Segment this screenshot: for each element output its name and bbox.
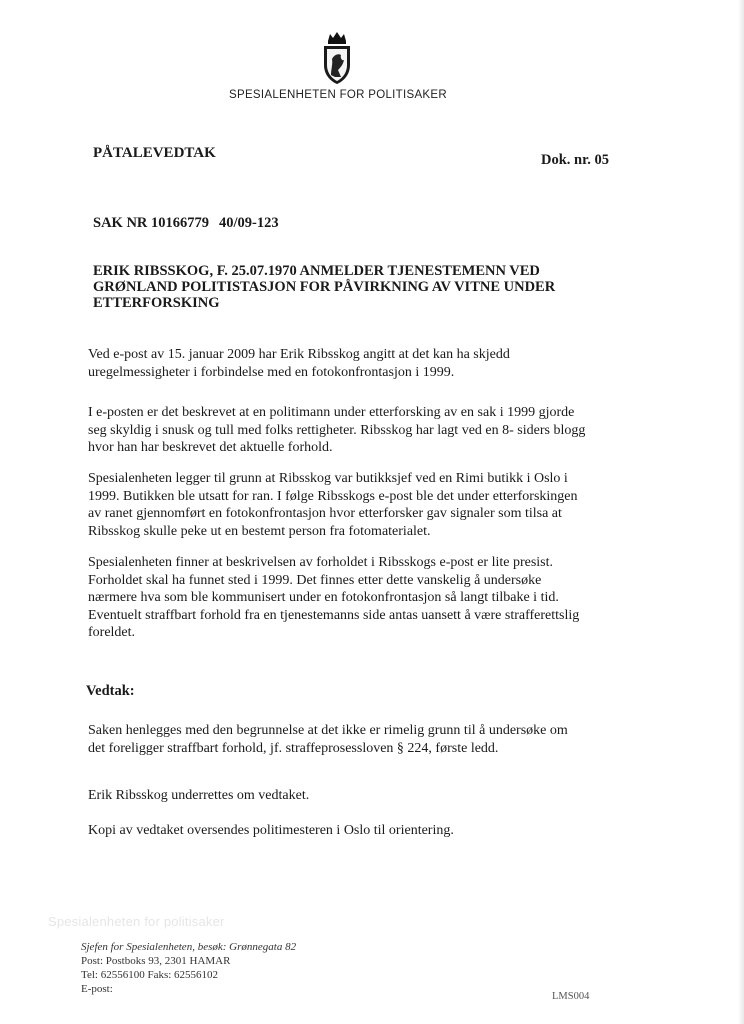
text-line: Saken henlegges med den begrunnelse at det ikke er rimelig grunn til å undersøke om [88,723,568,738]
text-line: 1999. Butikken ble utsatt for ran. I følge Ribsskogs e-post ble det under etterforskingen [88,488,578,504]
text-line: det foreligger straffbart forhold, jf. straffeprosessloven § 224, første ledd. [88,740,499,756]
notification-text [88,787,608,805]
paragraph-email-content [88,404,608,457]
text-line: hvor han har beskrevet det aktuelle forhold. [88,440,333,455]
footer-office: Sjefen for Spesialenheten, besøk: Grønnegata 82 [81,941,297,953]
agency-name: SPESIALENHETEN FOR POLITISAKER [229,89,447,101]
decision-text [88,722,608,757]
footer-post: Post: Postboks 93, 2301 HAMAR [81,955,231,967]
text-line: av ranet gjennomført en fotokonfrontasjon hvor etterforsker gav signaler som tilsa at [88,506,562,521]
text-line: Ved e-post av 15. januar 2009 har Erik Ribsskog angitt at det kan ha skjedd [88,347,510,362]
text-line: Kopi av vedtaket oversendes politimesteren i Oslo til orientering. [88,823,454,838]
document-number: Dok. nr. 05 [541,152,609,168]
text-line: I e-posten er det beskrevet at en politimann under etterforsking av en sak i 1999 gjorde [88,405,575,420]
footer-watermark: Spesialenheten for politisaker [48,914,225,929]
case-title [93,263,593,311]
footer-email: E-post: [81,983,113,995]
page-edge-shadow [738,0,744,1024]
case-title-line: ETTERFORSKING [93,295,220,311]
footer-contact [81,940,296,996]
text-line: foreldet. [88,625,136,640]
text-line: Spesialenheten finner at beskrivelsen av forholdet i Ribsskogs e-post er lite presist. [88,555,554,570]
text-line: Spesialenheten legger til grunn at Ribsskog var butikksjef ved en Rimi butikk i Oslo i [88,471,568,486]
case-reference: 40/09-123 [219,215,279,231]
paragraph-assessment [88,554,608,642]
text-line: Erik Ribsskog underrettes om vedtaket. [88,788,310,803]
case-title-line: GRØNLAND POLITISTASJON FOR PÅVIRKNING AV VITNE UNDER [93,279,556,295]
text-line: seg skyldig i snusk og tull med folks rettigheter. Ribsskog har lagt ved en 8- siders blogg [88,422,586,438]
footer-phone: Tel: 62556100 Faks: 62556102 [81,969,219,981]
text-line: Ribsskog skulle peke ut en bestemt person fra fotomaterialet. [88,523,431,539]
text-line: Forholdet skal ha funnet sted i 1999. Det finnes etter dette vanskelig å undersøke [88,572,542,588]
case-title-line: ERIK RIBSSKOG, F. 25.07.1970 ANMELDER TJENESTEMENN VED [93,263,540,279]
text-line: uregelmessigheter i forbindelse med en fotokonfrontasjon i 1999. [88,364,455,380]
case-number: SAK NR 10166779 [93,215,210,231]
text-line: nærmere hva som ble kommunisert under en fotokonfrontasjon så langt tilbake i tid. [88,590,559,605]
form-code: LMS004 [552,991,590,1002]
copy-notice-text [88,822,608,840]
coat-of-arms-icon [321,31,353,85]
text-line: Eventuelt straffbart forhold fra en tjenestemanns side antas uansett å være strafferettslig [88,607,580,623]
paragraph-report [88,346,608,381]
paragraph-background [88,470,608,540]
case-number-line [93,215,279,232]
decision-heading: Vedtak: [86,683,135,699]
document-type: PÅTALEVEDTAK [93,145,216,161]
